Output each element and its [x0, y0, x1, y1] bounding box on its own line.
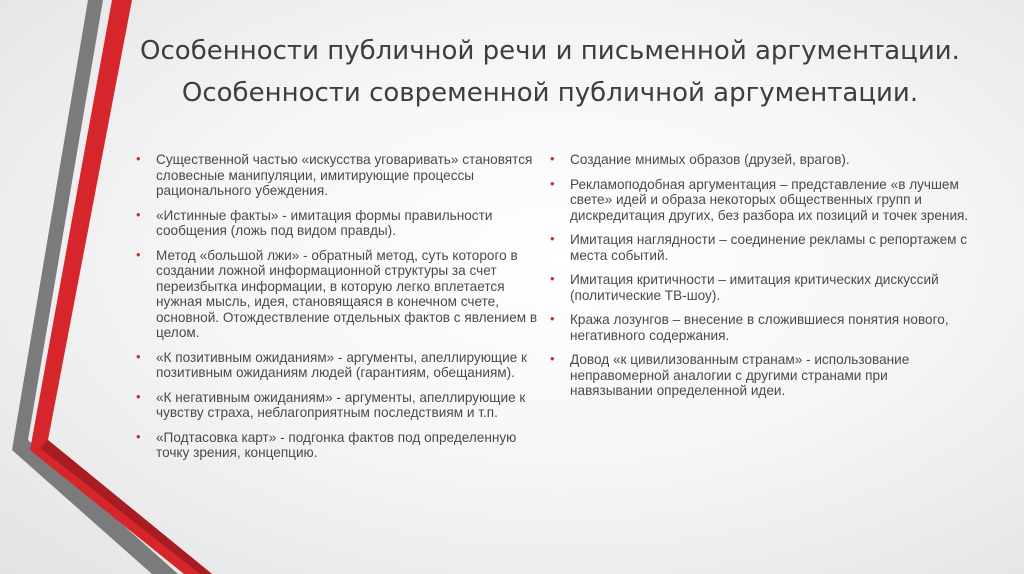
list-item-text: Довод «к цивилизованным странам» - использование неправомерной аналогии с другими странами при навязывании определенной идеи.: [570, 352, 910, 398]
list-item: [136, 248, 546, 341]
list-item-text: «Истинные факты» - имитация формы правильности сообщения (ложь под видом правды).: [156, 207, 493, 238]
list-item-text: «Подтасовка карт» - подгонка фактов под определенную точку зрения, концепцию.: [156, 429, 517, 460]
left-bullet-list: [136, 152, 546, 470]
list-item: [136, 350, 546, 381]
list-item-text: Имитация критичности – имитация критических дискуссий (политические ТВ-шоу).: [570, 272, 939, 303]
list-item: [136, 208, 546, 239]
bullet-icon: •: [550, 351, 555, 366]
list-item-text: «К позитивным ожиданиям» - аргументы, апеллирующие к позитивным ожиданиям людей (гарантиям, обещаниям).: [156, 349, 527, 380]
list-item-text: Создание мнимых образов (друзей, врагов).: [570, 152, 850, 167]
bullet-icon: •: [136, 428, 141, 444]
bullet-icon: •: [550, 231, 555, 246]
bullet-icon: •: [136, 151, 141, 166]
list-item-text: Метод «большой лжи» - обратный метод, суть которого в создании ложной информационной структуры за счет переизбытка информации, в которую легко вплетается нужная мысль, идея, становящаяся в конечном счете, основной. Отождествление отдельных фактов с явлением в целом.: [156, 247, 538, 340]
slide-title: [120, 30, 980, 114]
bullet-icon: •: [136, 246, 141, 262]
list-item-text: Рекламоподобная аргументация – представление «в лучшем свете» идей и образа некоторых общественных групп и дискредитация других, без разбора их позиций и точек зрения.: [570, 176, 969, 223]
bullet-icon: •: [136, 206, 141, 222]
list-item: [136, 390, 546, 421]
bullet-icon: •: [550, 271, 555, 286]
list-item: [136, 430, 546, 461]
list-item: [550, 232, 970, 263]
right-bullet-list: [550, 152, 970, 408]
list-item-text: Имитация наглядности – соединение рекламы с репортажем с места событий.: [570, 232, 968, 263]
list-item: [550, 352, 970, 399]
list-item: [550, 272, 970, 303]
list-item: [550, 177, 970, 224]
title-line-2: Особенности современной публичной аргументации.: [181, 78, 919, 108]
list-item: [550, 312, 970, 343]
bullet-icon: •: [550, 151, 555, 166]
bullet-icon: •: [136, 348, 141, 364]
list-item-text: Кража лозунгов – внесение в сложившиеся понятия нового, негативного содержания.: [570, 312, 949, 343]
list-item: [550, 152, 970, 168]
bullet-icon: •: [550, 175, 555, 191]
title-line-1: Особенности публичной речи и письменной аргументации.: [140, 36, 960, 66]
list-item-text: Существенной частью «искусства уговаривать» становятся словесные манипуляции, имитирующие процессы рационального убеждения.: [156, 152, 533, 198]
list-item: [136, 152, 546, 199]
list-item-text: «К негативным ожиданиям» - аргументы, апеллирующие к чувству страха, неблагоприятным последствиям и т.п.: [156, 389, 526, 420]
bullet-icon: •: [136, 388, 141, 404]
bullet-icon: •: [550, 311, 555, 326]
